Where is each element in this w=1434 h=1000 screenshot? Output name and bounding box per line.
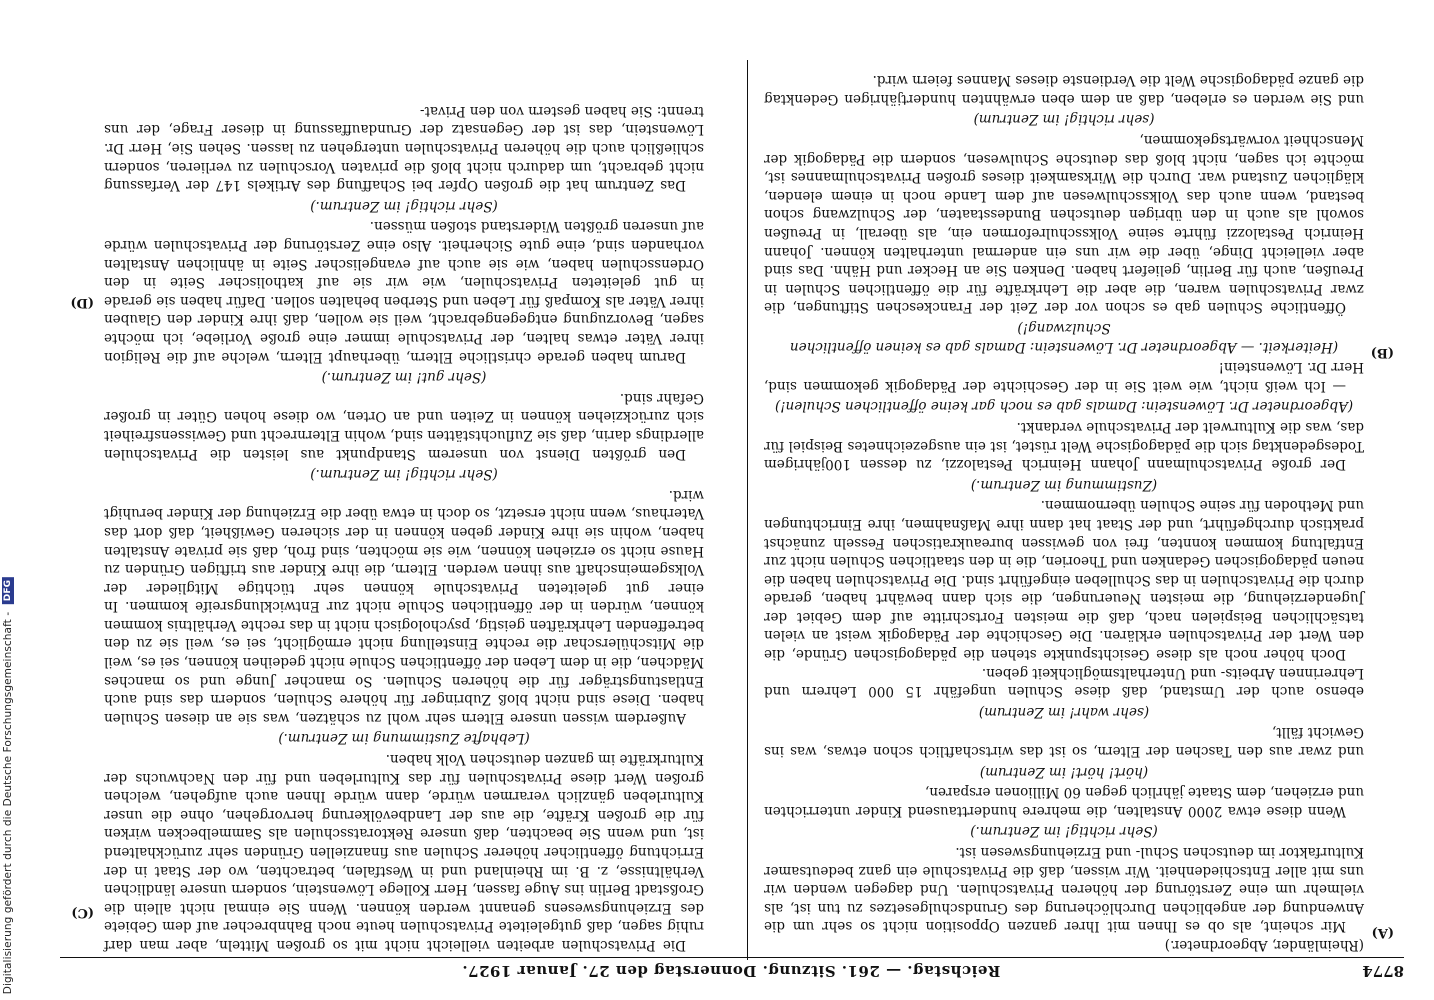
paragraph: (Rheinländer, Abgeordneter.) — [1164, 937, 1364, 953]
left-column — [764, 71, 1364, 954]
interjection: (Zustimmung im Zentrum.) — [970, 476, 1158, 493]
margin-marker-b: (B) — [1370, 345, 1394, 360]
interjection: (sehr richtig! im Zentrum) — [973, 111, 1155, 128]
paragraph: Darum haben gerade christliche Eltern, überhaupt Eltern, welche auf die Religion ihrer Väter etwas halten, der Privatschule immer eine große Vorliebe, ich möchte sagen, Bevorzugung entgegengebracht, weil sie wollen, daß ihre Kinder den Glauben ihrer Väter als Kompaß für Leben und Sterben behalten sollen. Dafür haben sie gerade in gut geleiteten Privatschulen, wie wir sie auf katholischer Seite in den Ordensschulen haben, wie sie auch auf evangelischer Seite in ähnlichen Anstalten vorhanden sind, eine gute Sicherheit. Also eine Zerstörung der Privatschulen würde auf unseren größten Widerstand stoßen müssen. — [104, 218, 704, 365]
paragraph: Die Privatschulen arbeiten vielleicht nicht mit so großen Mitteln, aber man darf ruhig sagen, daß gutgeleitete Privatschulen heute noch Bahnbrecher auf dem Gebiete des Erziehungswesens genannt werden können. Wenn Sie einmal nicht allein die Großstadt Berlin ins Auge fassen, Herr Kollege Löwenstein, sondern unsere ländlichen Verhältnisse, z. B. im Rheinland und in Westfalen, betrachten, wo der Staat in der Errichtung öffentlicher höherer Schulen aus finanziellen Gründen sehr zurückhaltend ist, und wenn Sie beachten, daß unsere Rektoratsschulen als Sammelbecken wirken für die großen Kräfte, die aus der Landbevölkerung hervorgehen, ohne die unser Kulturleben gänzlich verarmen würde, dann würde Ihnen auch aufgehen, welchen großen Wert diese Privatschulen für das Kulturleben und für den Nachwuchs der Kulturkräfte im ganzen deutschen Volk haben. — [104, 751, 704, 953]
right-column — [104, 101, 704, 954]
paragraph: und zwar aus den Taschen der Eltern, so ist das wirtschaftlich schon etwas, was ins Gewicht fällt, — [764, 724, 1364, 760]
paragraph: Doch höher noch als diese Gesichtspunkte stehen die pädagogischen Gründe, die den Wert der Privatschulen erklären. Die Geschichte der Pädagogik weist an vielen tatsächlichen Beispielen nach, daß die meisten Fortschritte auf dem Gebiet der Jugenderziehung, die meisten Neuerungen, die sich dann bewährt haben, gerade durch die Privatschulen in das Schulleben eingeführt sind. Die Privatschulen haben die neuen pädagogischen Gedanken und Theorien, die in den staatlichen Schulen nicht zur Entfaltung kommen konnten, frei von gewissen bureaukratischen Fesseln zunächst praktisch durchgeführt, und der Staat hat dann ihre Maßnahmen, ihre Einrichtungen und Methoden für seine Schulen übernommen. — [764, 497, 1364, 663]
interjection: (Lebhafte Zustimmung im Zentrum.) — [278, 730, 530, 747]
paragraph: Wenn diese etwa 2000 Anstalten, die mehrere hunderttausend Kinder unterrichten und erziehen, dem Staate jährlich gegen 60 Millionen ersparen, — [764, 784, 1364, 819]
interjection: (sehr wahr! im Zentrum) — [978, 703, 1150, 720]
interjection: (Heiterkeit. — Abgeordneter Dr. Löwenstein: Damals gab es keinen öffentlichen Schulzwang!) — [789, 320, 1339, 355]
page-number: 8774 — [1362, 962, 1404, 980]
paragraph: und Sie werden es erleben, daß an dem eben erwähnten hundertjährigen Gedenktag die ganze pädagogische Welt die Verdienste dieses Mannes feiern wird. — [764, 72, 1364, 107]
interjection: (Sehr gut! im Zentrum.) — [321, 369, 487, 386]
margin-marker-a: (A) — [1371, 925, 1394, 940]
interjection: (Sehr richtig! im Zentrum.) — [970, 823, 1158, 840]
paragraph: Das Zentrum hat die großen Opfer bei Schaffung des Artikels 147 der Verfassung nicht gebracht, um dadurch nicht bloß die privaten Vorschulen zu verlieren, sondern schließlich auch die höheren Privatschulen untergehen zu lassen. Sehen Sie, Herr Dr. Löwenstein, das ist der Gegensatz der Grundauffassung in dieser Frage, der uns trennt: Sie haben gestern von den Privat- — [104, 102, 704, 194]
paragraph: Den größten Dienst von unserem Standpunkt aus leisten die Privatschulen allerdings darin, daß sie Zufluchtstätten sind, wohin Elternrecht und Gewissensfreiheit sich zurückziehen können in Zeiten und an Orten, wo diese hohen Güter in großer Gefahr sind. — [104, 389, 704, 462]
paragraph: Öffentliche Schulen gab es schon vor der Zeit der Franckeschen Stiftungen, die zwar Privatschulen waren, die aber die Lehrkräfte für die öffentlichen Schulen in Preußen, auch für Berlin, geliefert haben. Denken Sie an Hecker und Hähn. Das sind aber vielleicht Dinge, über die wir uns ein andermal unterhalten können. Johann Heinrich Pestalozzi führte seine Volksschulreformen ein, als überall, in Preußen sowohl als auch in den übrigen deutschen Bundesstaaten, der Schulzwang schon bestand, wenn auch das Volksschulwesen auf dem Lande noch in einem elenden, kläglichen Zustand war. Durch die Wirksamkeit dieses großen Privatschulmannes ist, möchte ich sagen, nicht bloß das deutsche Schulwesen, sondern die Pädagogik der Menschheit vorwärtsgekommen, — [764, 132, 1364, 316]
column-divider — [747, 60, 748, 960]
page-title: Reichstag. — 261. Sitzung. Donnerstag den 27. Januar 1927. — [461, 962, 1001, 980]
funding-text: Digitalisierung gefördert durch die Deutsche Forschungsgemeinschaft - — [2, 611, 14, 994]
dfg-logo: DFG — [2, 577, 14, 604]
funding-caption — [2, 577, 14, 994]
scanned-page — [40, 22, 1434, 1000]
interjection: (Abgeordneter Dr. Löwenstein: Damals gab es noch gar keine öffentlichen Schulen!) — [774, 398, 1354, 415]
paragraph: Mir scheint, als ob es Ihnen mit Ihrer ganzen Opposition nicht so sehr um die Anwendung der angeblichen Durchlöcherung des Grundschulgesetzes zu tun ist, als vielmehr um eine Zerstörung der höheren Privatschulen. Und dagegen wenden wir uns mit aller Entschiedenheit. Wir wissen, daß die Privatschule ein ganz bedeutsamer Kulturfaktor im deutschen Schul- und Erziehungswesen ist. — [764, 844, 1364, 935]
paragraph: ebenso auch der Umstand, daß diese Schulen ungefähr 15 000 Lehrern und Lehrerinnen Arbeits- und Unterhaltsmöglichkeit geben. — [764, 664, 1364, 700]
margin-marker-c: (C) — [71, 905, 94, 920]
paragraph: Der große Privatschulmann Johann Heinrich Pestalozzi, zu dessen 100jährigem Todesgedenktag sich die pädagogische Welt rüstet, ist ein ausgezeichnetes Beispiel für das, was die Kulturwelt der Privatschule verdankt. — [764, 418, 1364, 473]
paragraph: — Ich weiß nicht, wie weit Sie in der Geschichte der Pädagogik gekommen sind, Herr Dr. Löwenstein! — [764, 359, 1364, 394]
interjection: (hört! hört! im Zentrum) — [979, 763, 1149, 780]
sidebar — [0, 0, 22, 1000]
interjection: (Sehr richtig! im Zentrum.) — [310, 197, 498, 214]
page-header — [60, 957, 1404, 992]
margin-marker-d: (D) — [70, 295, 94, 310]
interjection: (Sehr richtig! im Zentrum.) — [310, 466, 498, 483]
paragraph: Außerdem wissen unsere Eltern sehr wohl zu schätzen, was sie an diesen Schulen haben. Diese sind nicht bloß Zubringer für höhere Schulen, sondern das sind auch Entlastungsträger für die höheren Schulen. So mancher Junge und so manches Mädchen, die in dem Leben der öffentlichen Schule nicht gedeihen können, sei es, weil die Mitschülerschar die rechte Einstellung nicht ermöglicht, sei es, weil sie zu den betreffenden Lehrkräften geistig, psychologisch nicht in das rechte Verhältnis kommen können, würden in der öffentlichen Schule nicht zur Entwicklungsreife kommen. In einer gut geleiteten Privatschule können sehr tüchtige Mitglieder der Volksgemeinschaft aus ihnen werden. Eltern, die ihre Kinder aus triftigen Gründen zu Hause nicht so erziehen können, wie sie möchten, sind froh, daß sie private Anstalten haben, wohin sie ihre Kinder geben können in der sicheren Gewißheit, daß dort das Vaterhaus, wenn nicht ersetzt, so doch in etwa über die Erziehung der Kinder beruhigt wird. — [104, 486, 704, 726]
